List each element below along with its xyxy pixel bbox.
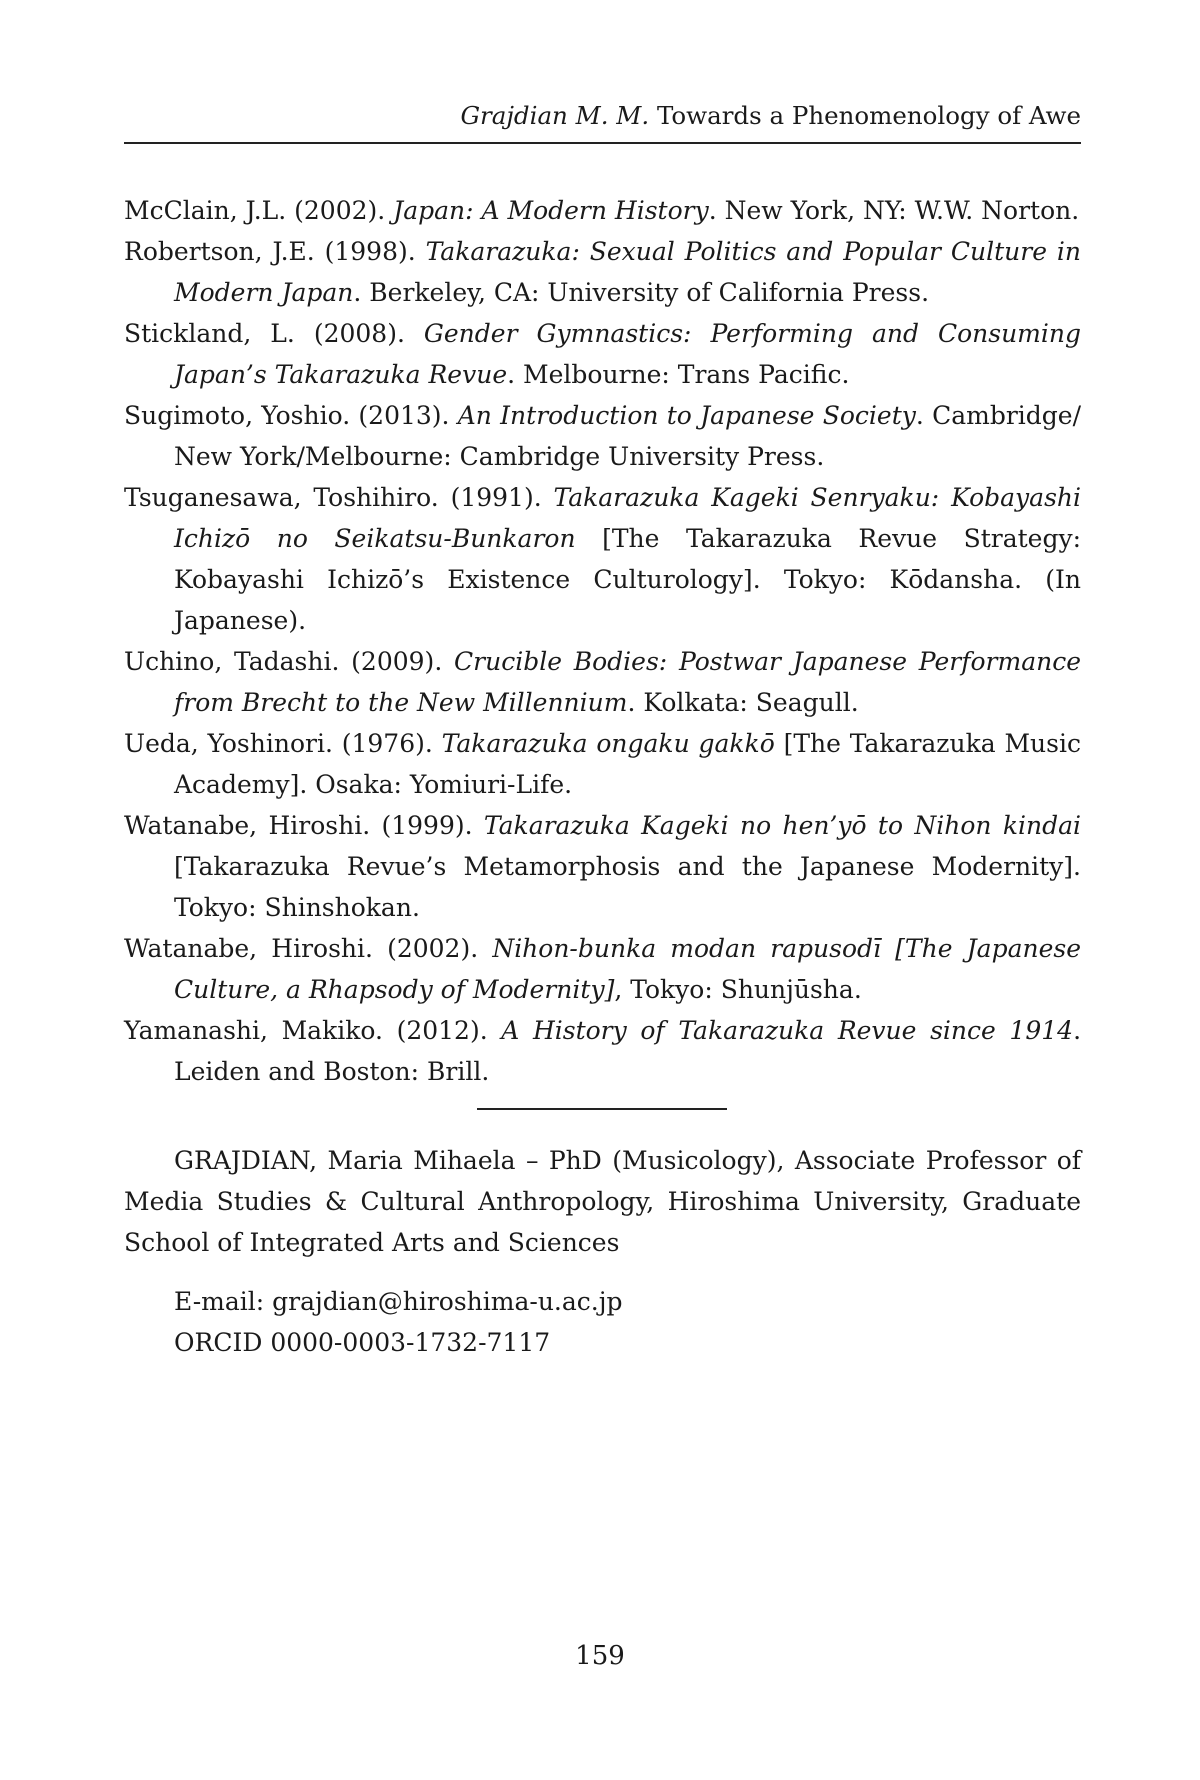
reference-publisher: [The Takarazuka Music Academy]. Osaka: Yomiuri-Life. [174, 729, 1081, 799]
reference-title: A History of Takarazuka Revue since 1914 [501, 1016, 1074, 1045]
section-divider [477, 1108, 727, 1110]
reference-item [124, 395, 1081, 477]
reference-title: Takarazuka Kageki Senryaku: Kobayashi Ichizō no Seikatsu-Bunkaron [174, 483, 1081, 553]
reference-item [124, 477, 1081, 641]
reference-title: An Introduction to Japanese Society [457, 401, 916, 430]
reference-item [124, 190, 1081, 231]
reference-author-year: Uchino, Tadashi. (2009). [124, 647, 455, 676]
reference-item [124, 928, 1081, 1010]
reference-title: Gender Gymnastics: Performing and Consuming Japan’s Takarazuka Revue [174, 319, 1081, 389]
reference-author-year: Yamanashi, Makiko. (2012). [124, 1016, 502, 1045]
reference-author-year: McClain, J.L. (2002). [124, 196, 394, 225]
running-header [124, 96, 1081, 144]
reference-title: Takarazuka ongaku gakkō [441, 729, 775, 758]
author-bio: GRAJDIAN, Maria Mihaela – PhD (Musicology), Associate Professor of Media Studies & Cultural Anthropology, Hiroshima University, Graduate School of Integrated Arts and Sciences [124, 1146, 1081, 1257]
reference-item [124, 805, 1081, 928]
reference-item [124, 723, 1081, 805]
reference-list [124, 190, 1081, 1092]
reference-publisher: [The Takarazuka Revue Strategy: Kobayashi Ichizō’s Existence Culturology]. Tokyo: Kōdansha. (In Japanese). [174, 524, 1081, 635]
reference-publisher: . Leiden and Boston: Brill. [174, 1016, 1082, 1086]
reference-title: Takarazuka: Sexual Politics and Popular Culture in Modern Japan [174, 237, 1081, 307]
reference-title: Japan: A Modern History [393, 196, 709, 225]
reference-author-year: Ueda, Yoshinori. (1976). [124, 729, 442, 758]
email-text: E-mail: grajdian@hiroshima-u.ac.jp [174, 1287, 623, 1316]
reference-title: Nihon-bunka modan rapusodī [The Japanese Culture, a Rhapsody of Modernity] [174, 934, 1081, 1004]
reference-item [124, 231, 1081, 313]
author-contact [174, 1281, 623, 1363]
reference-publisher: . New York, NY: W.W. Norton. [708, 196, 1080, 225]
reference-publisher: . Cambridge/ New York/Melbourne: Cambridge University Press. [174, 401, 1081, 471]
reference-author-year: Sugimoto, Yoshio. (2013). [124, 401, 458, 430]
reference-author-year: Watanabe, Hiroshi. (2002). [124, 934, 493, 963]
reference-publisher: [Takarazuka Revue’s Metamorphosis and the Japanese Modernity]. Tokyo: Shinshokan. [174, 852, 1081, 922]
reference-publisher: . Kolkata: Seagull. [627, 688, 859, 717]
header-author: Grajdian M. M. [460, 101, 650, 130]
reference-title: Crucible Bodies: Postwar Japanese Performance from Brecht to the New Millennium [174, 647, 1082, 717]
reference-item [124, 1010, 1081, 1092]
header-title: Towards a Phenomenology of Awe [656, 101, 1081, 130]
reference-author-year: Tsuganesawa, Toshihiro. (1991). [124, 483, 554, 512]
reference-author-year: Watanabe, Hiroshi. (1999). [124, 811, 484, 840]
page-number: 159 [575, 1641, 625, 1671]
orcid-text: ORCID 0000-0003-1732-7117 [174, 1328, 551, 1357]
reference-author-year: Robertson, J.E. (1998). [124, 237, 426, 266]
reference-publisher: , Tokyo: Shunjūsha. [614, 975, 862, 1004]
reference-publisher: . Berkeley, CA: University of California Press. [353, 278, 930, 307]
reference-publisher: . Melbourne: Trans Pacific. [507, 360, 850, 389]
reference-author-year: Stickland, L. (2008). [124, 319, 424, 348]
reference-item [124, 313, 1081, 395]
reference-title: Takarazuka Kageki no hen’yō to Nihon kindai [483, 811, 1081, 840]
reference-item [124, 641, 1081, 723]
